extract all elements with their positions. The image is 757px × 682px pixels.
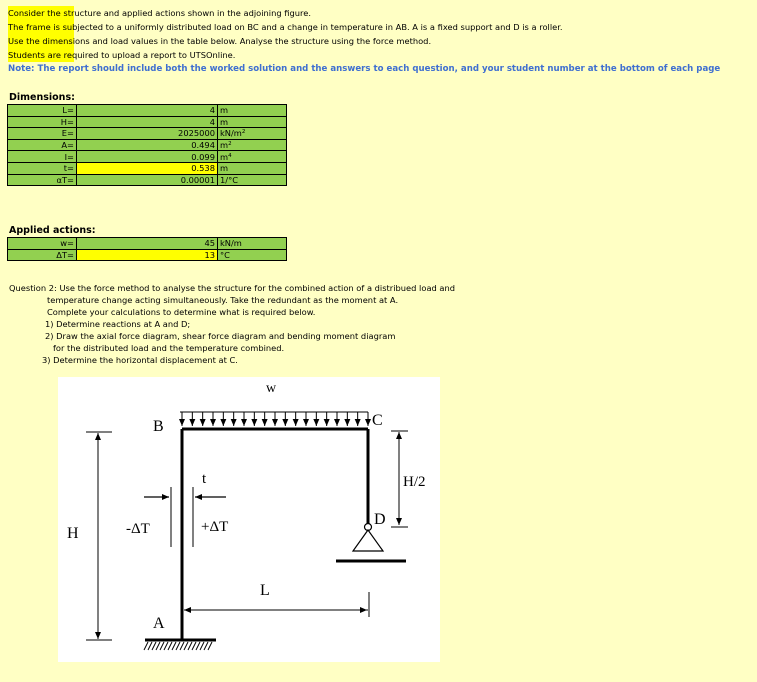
roller-support-triangle	[353, 530, 383, 551]
dim-unit: $m^4$	[218, 151, 287, 163]
action-label: ΔT=	[8, 249, 77, 261]
question-text	[9, 282, 455, 366]
dim-value[interactable]: 0.494	[77, 139, 218, 151]
intro-line: Students are required to upload a report to UTSOnline.	[8, 50, 236, 60]
actions-title: Applied actions:	[9, 225, 96, 236]
dim-label: H=	[8, 116, 77, 128]
udl-arrows	[182, 412, 368, 426]
dim-value[interactable]: 0.099	[77, 151, 218, 163]
table-row	[8, 116, 287, 128]
hatch-line	[164, 642, 168, 650]
question-line: for the distributed load and the temperature combined.	[53, 343, 285, 353]
dim-label: L=	[8, 105, 77, 117]
table-row	[8, 151, 287, 163]
label-h-half: H/2	[403, 474, 426, 490]
hatch-line	[200, 642, 204, 650]
intro-text	[8, 6, 563, 62]
dim-unit: $m^2$	[218, 139, 287, 151]
table-row	[8, 174, 287, 186]
dim-label: A=	[8, 139, 77, 151]
table-row	[8, 249, 287, 261]
dim-unit: m	[218, 162, 287, 174]
dim-value[interactable]: 0.538	[77, 162, 218, 174]
label-c: C	[372, 412, 383, 429]
table-row	[8, 105, 287, 117]
dim-unit: m	[218, 116, 287, 128]
table-row	[8, 128, 287, 140]
action-value[interactable]: 13	[77, 249, 218, 261]
label-b: B	[153, 418, 164, 435]
dim-value[interactable]: 2025000	[77, 128, 218, 140]
dim-label: αT=	[8, 174, 77, 186]
hatch-line	[172, 642, 176, 650]
dimensions-table	[7, 104, 287, 186]
label-a: A	[153, 615, 165, 632]
hatch-line	[152, 642, 156, 650]
hatch-line	[148, 642, 152, 650]
question-line: Question 2: Use the force method to analyse the structure for the combined action of a distribued load and	[9, 283, 456, 293]
action-unit: kN/m	[218, 238, 287, 250]
label-d: D	[374, 511, 386, 528]
dim-value[interactable]: 4	[77, 116, 218, 128]
dim-unit: m	[218, 105, 287, 117]
table-row	[8, 139, 287, 151]
label-h: H	[67, 525, 79, 542]
hatch-line	[156, 642, 160, 650]
action-value[interactable]: 45	[77, 238, 218, 250]
hatch-line	[184, 642, 188, 650]
dim-label: I=	[8, 151, 77, 163]
frame-figure	[58, 377, 440, 662]
hatch-line	[204, 642, 208, 650]
intro-line: Consider the structure and applied actions shown in the adjoining figure.	[8, 8, 311, 18]
action-label: w=	[8, 238, 77, 250]
label-t: t	[202, 471, 207, 487]
dim-unit: $kN/m^2$	[218, 128, 287, 140]
hatch-line	[176, 642, 180, 650]
hatch-line	[192, 642, 196, 650]
table-row	[8, 238, 287, 250]
report-note: Note: The report should include both the worked solution and the answers to each question, and your student number at the bottom of each page	[8, 64, 721, 74]
table-row	[8, 162, 287, 174]
dimensions-title: Dimensions:	[9, 92, 75, 103]
intro-line: The frame is subjected to a uniformly distributed load on BC and a change in temperature in AB. A is a fixed support and D is a roller.	[8, 22, 563, 32]
hatch-line	[180, 642, 184, 650]
dim-label: t=	[8, 162, 77, 174]
label-l: L	[260, 582, 270, 599]
hatch-line	[168, 642, 172, 650]
dim-label: E=	[8, 128, 77, 140]
fixed-support-hatch	[144, 642, 212, 650]
hatch-line	[188, 642, 192, 650]
intro-line: Use the dimensions and load values in the table below. Analyse the structure using the force method.	[8, 36, 432, 46]
dim-value[interactable]: 0.00001	[77, 174, 218, 186]
hatch-line	[196, 642, 200, 650]
dim-value[interactable]: 4	[77, 105, 218, 117]
actions-table	[7, 237, 287, 261]
question-line: temperature change acting simultaneously. Take the redundant as the moment at A.	[47, 295, 399, 305]
label-minus-delta-t: -ΔT	[126, 521, 150, 537]
hatch-line	[144, 642, 148, 650]
question-line: 3) Determine the horizontal displacement at C.	[42, 355, 238, 365]
question-line: 1) Determine reactions at A and D;	[45, 319, 191, 329]
question-line: Complete your calculations to determine what is required below.	[47, 307, 316, 317]
label-w: w	[265, 381, 277, 396]
label-plus-delta-t: +ΔT	[201, 519, 229, 535]
hatch-line	[160, 642, 164, 650]
hatch-line	[208, 642, 212, 650]
dim-unit: 1/°C	[218, 174, 287, 186]
frame-diagram	[58, 377, 440, 662]
action-unit: °C	[218, 249, 287, 261]
question-line: 2) Draw the axial force diagram, shear force diagram and bending moment diagram	[45, 331, 396, 341]
